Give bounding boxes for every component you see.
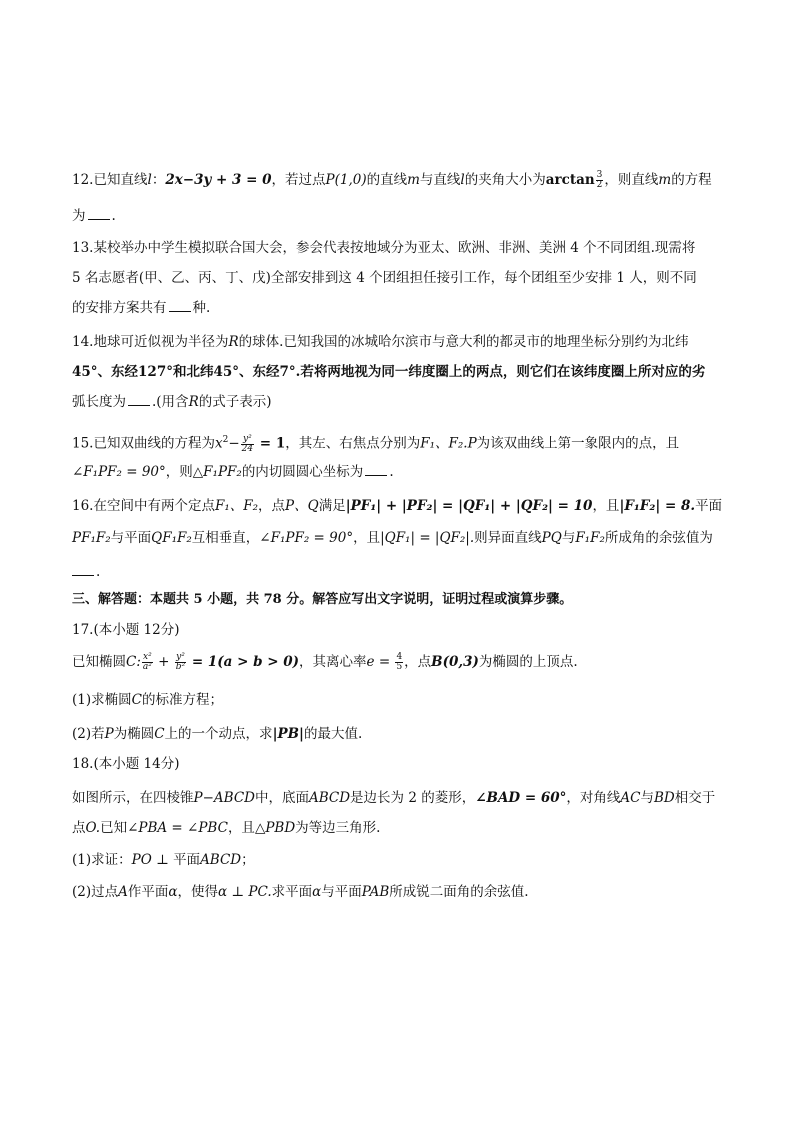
math: m xyxy=(658,172,672,188)
text: 的夹角大小为 xyxy=(464,172,546,188)
math: e = xyxy=(366,654,395,670)
question-18-part-2 xyxy=(72,882,529,902)
math: PAB xyxy=(361,884,390,900)
section-three-heading: 三、解答题：本题共 5 小题，共 78 分。解答应写出文字说明，证明过程或演算步骤。 xyxy=(72,592,573,607)
math: ∠F₁PF₂ = 90° xyxy=(259,530,354,546)
math: C xyxy=(154,726,165,742)
math: F₁F₂ xyxy=(575,530,605,546)
answer-blank[interactable] xyxy=(365,463,387,476)
numerator: x² xyxy=(143,652,152,662)
text: = 1 xyxy=(255,435,286,452)
text: 与平面 xyxy=(321,884,362,900)
math: l xyxy=(147,172,152,188)
text: ，点 xyxy=(404,654,432,670)
text: − xyxy=(228,435,240,452)
question-17-line-1 xyxy=(72,652,578,672)
numerator: y² xyxy=(241,435,254,445)
text: 为椭圆的上顶点. xyxy=(478,654,578,670)
math: R xyxy=(228,334,239,350)
text: ，则直线 xyxy=(604,172,659,188)
denominator: b² xyxy=(175,662,186,672)
question-18-heading: 18.(本小题 14分) xyxy=(72,756,180,772)
fraction xyxy=(175,653,186,672)
text: 与 xyxy=(640,790,654,806)
text: (1)求椭圆 xyxy=(72,692,132,708)
question-15-line-2 xyxy=(72,462,394,482)
answer-blank[interactable] xyxy=(169,299,191,312)
text: ： xyxy=(151,172,166,188)
question-12-line-1 xyxy=(72,170,712,190)
math: AC xyxy=(620,790,641,806)
answer-blank[interactable] xyxy=(72,563,94,576)
math: PF₁F₂ xyxy=(72,530,111,546)
text: + xyxy=(153,654,174,670)
text: 相交于 xyxy=(674,790,716,806)
numerator: 4 xyxy=(396,652,403,662)
equation: |PF₁| + |PF₂| = |QF₁| + |QF₂| = 10 xyxy=(345,498,593,514)
math: PQ xyxy=(541,530,562,546)
arctan: arctan xyxy=(545,172,595,188)
text: 种. xyxy=(192,300,211,316)
point: P(1,0) xyxy=(325,172,367,188)
text: ； xyxy=(241,852,255,868)
question-16-line-1 xyxy=(72,496,722,516)
denominator: a² xyxy=(142,662,152,672)
math: F₁、F₂ xyxy=(214,498,259,514)
math: F₁、F₂.P xyxy=(420,435,477,452)
text: 则异面直线 xyxy=(474,530,542,546)
equation: |F₁F₂| = 8. xyxy=(619,498,696,514)
equation: 2x−3y + 3 = 0 xyxy=(165,172,272,188)
text: 已知 xyxy=(100,820,128,836)
math: P、Q xyxy=(285,498,319,514)
text: 中，底面 xyxy=(254,790,309,806)
denominator: 5 xyxy=(396,662,403,672)
text: ，则 xyxy=(165,464,193,480)
text: 满足 xyxy=(318,498,346,514)
text: 的直线 xyxy=(366,172,408,188)
text: 为 xyxy=(72,208,86,224)
math: ∠F₁PF₂ = 90° xyxy=(72,464,166,480)
text: 16.在空间中有两个定点 xyxy=(72,498,215,514)
text: 15.已知双曲线的方程为 xyxy=(72,435,215,452)
text: 平面 xyxy=(695,498,723,514)
question-15-line-1: 15.已知双曲线的方程为$x^2-$ $\frac{\text{y²}}{24}$ = 1，其左、右焦点分别为F₁、F₂.P为该双曲线上第一象限内的点，且 xyxy=(72,433,680,454)
math: α xyxy=(168,884,178,900)
text: 的标准方程； xyxy=(141,692,223,708)
text: 为椭圆 xyxy=(113,726,155,742)
math: α ⊥ PC. xyxy=(218,884,272,900)
text: 与 xyxy=(561,530,576,546)
text: 所成角的余弦值为 xyxy=(604,530,713,546)
text: 的内切圆圆心坐标为 xyxy=(241,464,364,480)
text: 平面 xyxy=(173,852,201,868)
math: ∠BAD = 60° xyxy=(475,790,567,806)
denominator: 2 xyxy=(596,180,603,190)
text: ，使得 xyxy=(177,884,218,900)
math: R xyxy=(188,394,199,410)
question-17-part-2 xyxy=(72,724,362,744)
equation: = 1(a > b > 0) xyxy=(187,654,300,670)
question-18-line-1 xyxy=(72,788,715,808)
math: C: xyxy=(126,654,141,670)
numerator: y² xyxy=(176,652,185,662)
text: .(用含 xyxy=(152,394,189,410)
math: ABCD xyxy=(200,852,242,868)
question-13-line-1: 13.某校举办中学生模拟联合国大会，参会代表按地域分为亚太、欧洲、非洲、美洲 4 个不同团组.现需将 xyxy=(72,240,696,256)
text: . xyxy=(96,564,101,580)
question-17-part-1 xyxy=(72,690,223,710)
numerator: 3 xyxy=(596,170,603,180)
point: B(0,3) xyxy=(431,654,479,670)
text: ，对角线 xyxy=(566,790,621,806)
math: A xyxy=(118,884,128,900)
text: (2)过点 xyxy=(72,884,119,900)
question-14-line-1 xyxy=(72,332,688,352)
math: ∠PBA = ∠PBC xyxy=(127,820,228,836)
text: ，其左、右焦点分别为 xyxy=(285,435,421,452)
question-12-line-2 xyxy=(72,206,116,226)
text: ，且 xyxy=(592,498,620,514)
text: (2)若 xyxy=(72,726,105,742)
math: |PB| xyxy=(272,726,304,742)
text: 作平面 xyxy=(127,884,169,900)
math: BD xyxy=(653,790,675,806)
question-16-line-3 xyxy=(72,562,100,582)
text: 与平面 xyxy=(110,530,152,546)
question-17-heading: 17.(本小题 12分) xyxy=(72,622,180,638)
text: 求平面 xyxy=(271,884,313,900)
text: 为该双曲线上第一象限内的点，且 xyxy=(476,435,680,452)
text: ，且 xyxy=(353,530,381,546)
math: x xyxy=(214,435,223,452)
fraction xyxy=(596,171,604,190)
fraction xyxy=(241,435,254,454)
math: PO ⊥ xyxy=(131,852,174,868)
text: ，且 xyxy=(227,820,255,836)
math: ABCD xyxy=(308,790,351,806)
text: 是边长为 2 的菱形， xyxy=(350,790,476,806)
answer-blank[interactable] xyxy=(88,207,110,220)
text: ，若过点 xyxy=(271,172,326,188)
math: O. xyxy=(85,820,101,836)
text: . xyxy=(389,464,394,480)
text: 的最大值. xyxy=(303,726,363,742)
denominator: 24 xyxy=(241,443,254,454)
fraction xyxy=(395,653,403,672)
text: 互相垂直， xyxy=(191,530,260,546)
question-18-line-2 xyxy=(72,818,380,838)
math: △F₁PF₂ xyxy=(192,464,242,480)
fraction xyxy=(142,653,153,672)
text: 的式子表示) xyxy=(198,394,272,410)
text: . xyxy=(111,208,116,224)
math: m xyxy=(407,172,420,188)
text: 12.已知直线 xyxy=(72,172,148,188)
answer-blank[interactable] xyxy=(128,393,150,406)
text: ，点 xyxy=(258,498,286,514)
text: 弧长度为 xyxy=(72,394,126,410)
math: l xyxy=(460,172,465,188)
math: P xyxy=(104,726,114,742)
text: 为等边三角形. xyxy=(295,820,381,836)
text: 的方程 xyxy=(671,172,712,188)
math: △PBD xyxy=(254,820,296,836)
question-13-line-3 xyxy=(72,298,210,318)
text: 上的一个动点，求 xyxy=(164,726,273,742)
math: P−ABCD xyxy=(193,790,255,806)
text: 如图所示，在四棱锥 xyxy=(72,790,194,806)
text: (1)求证： xyxy=(72,852,132,868)
question-14-line-2: 45°、东经127°和北纬45°、东经7°.若将两地视为同一纬度圈上的两点，则它们在该纬度圈上所对应的劣 xyxy=(72,364,706,380)
question-13-line-2: 5 名志愿者(甲、乙、丙、丁、戊)全部安排到这 4 个团组担任接引工作，每个团组至少安排 1 人，则不同 xyxy=(72,270,697,286)
text: 的安排方案共有 xyxy=(72,300,167,316)
text: 与直线 xyxy=(419,172,461,188)
math: α xyxy=(312,884,322,900)
text: 点 xyxy=(72,820,86,836)
text: 14.地球可近似视为半径为 xyxy=(72,334,229,350)
question-16-line-2 xyxy=(72,528,713,548)
math: C xyxy=(131,692,142,708)
text: ，其离心率 xyxy=(299,654,367,670)
math: QF₁F₂ xyxy=(151,530,192,546)
text: 已知椭圆 xyxy=(72,654,126,670)
question-14-line-3 xyxy=(72,392,272,412)
math: |QF₁| = |QF₂|. xyxy=(380,530,475,546)
text: 所成锐二面角的余弦值. xyxy=(389,884,529,900)
question-18-part-1 xyxy=(72,850,255,870)
text: 的球体.已知我国的冰城哈尔滨市与意大利的都灵市的地理坐标分别约为北纬 xyxy=(238,334,689,350)
